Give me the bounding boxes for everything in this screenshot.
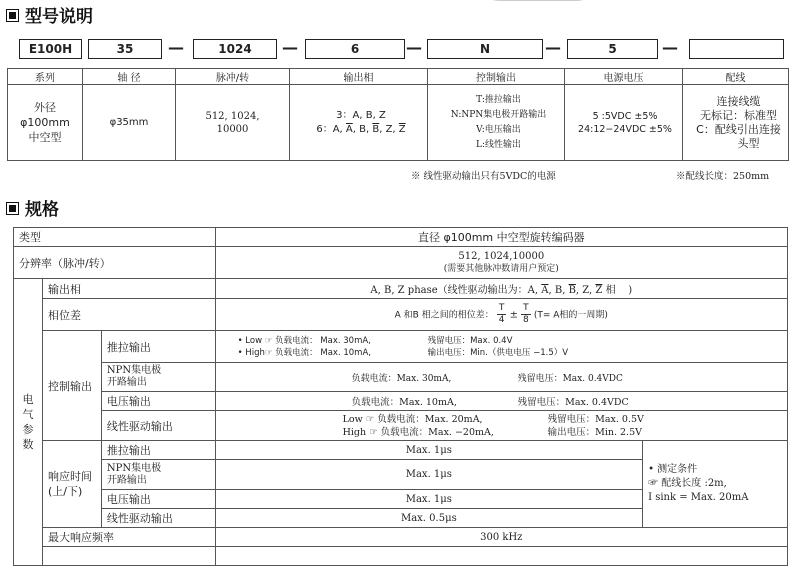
- pulse-line: 10000: [216, 123, 249, 135]
- phase-prefix: 6：A,: [316, 123, 343, 135]
- output-phase-suffix: 相: [605, 285, 616, 296]
- shaft-cell: φ35mm: [83, 85, 176, 161]
- resolution-note: (需要其他脉冲数请用户预定): [443, 263, 559, 274]
- phase-line: 3：A, B, Z: [336, 109, 386, 121]
- pushpull-residual: 残留电压：Max. 0.4V: [427, 335, 513, 346]
- pushpull-value: [215, 331, 787, 363]
- series-cell: [8, 85, 83, 161]
- wiring-line: C：配线引出连接: [696, 122, 781, 136]
- pushpull-low: • Low ☞ 负载电流： Max. 30mA,: [237, 335, 371, 346]
- wiring-line: 头型: [737, 136, 760, 150]
- model-header: 控制输出: [428, 69, 565, 85]
- npn-label-line: 开路输出: [106, 377, 147, 388]
- table-continuation: [215, 547, 787, 566]
- resp-voltage-label: 电压输出: [101, 490, 215, 509]
- pushpull-output: 输出电压：Min.（供电电压 −1.5）V: [427, 347, 569, 358]
- voltage-current: 负载电流：Max. 10mA,: [351, 397, 457, 408]
- section-title-model: [6, 2, 93, 27]
- resp-line-value: Max. 0.5μs: [215, 509, 643, 528]
- resp-npn-label: [101, 460, 215, 490]
- fraction-t8: [521, 303, 531, 326]
- max-freq-value: 300 kHz: [215, 528, 787, 547]
- fraction-num: T: [498, 303, 505, 313]
- note-linear: ※ 线性驱动输出只有5VDC的电源: [411, 171, 556, 182]
- dash-separator: —: [406, 38, 422, 57]
- pulse-line: 512, 1024,: [205, 110, 260, 122]
- voltage-line: 5 :5VDC ±5%: [592, 110, 658, 122]
- line-output: 输出电压：Min. 2.5V: [547, 426, 642, 438]
- code-wiring: [689, 39, 784, 59]
- resp-pushpull-label: 推拉输出: [101, 441, 215, 460]
- code-pulse: 1024: [193, 39, 277, 59]
- npn-value: [215, 363, 787, 392]
- voltage-cell: [565, 85, 683, 161]
- phase-sep: , B,: [352, 123, 370, 135]
- model-table: [7, 68, 789, 161]
- fraction-t4: [497, 303, 507, 326]
- fraction-den: 8: [523, 315, 529, 325]
- phase-diff-suffix: (T= A相的一周期): [533, 310, 608, 321]
- resolution-value: [215, 247, 787, 279]
- resolution-label: 分辨率（脉冲/转）: [14, 247, 216, 279]
- control-line: L:线性输出: [475, 139, 521, 150]
- wiring-line: 无标记：标准型: [700, 108, 777, 122]
- wiring-cell: [683, 85, 789, 161]
- max-freq-label: 最大响应频率: [42, 528, 215, 547]
- series-line: 中空型: [28, 131, 62, 144]
- phase-zbar: $\overline{Z}$: [398, 123, 406, 135]
- resp-line-label: 线性驱动输出: [101, 509, 215, 528]
- phase-diff-value: [215, 299, 787, 331]
- control-line: V:电压输出: [476, 124, 521, 135]
- code-voltage: 5: [567, 39, 658, 59]
- series-line: φ100mm: [20, 116, 70, 129]
- resp-npn-line: 开路输出: [106, 474, 147, 486]
- dash-separator: —: [662, 38, 678, 57]
- section-title-spec: [6, 195, 59, 220]
- electrical-label: [14, 279, 43, 566]
- model-header: 配线: [683, 69, 789, 85]
- phase-sep: , Z,: [379, 123, 396, 135]
- code-series: E100H: [19, 39, 82, 59]
- condition-line: • 测定条件: [648, 464, 698, 475]
- phase-cell: [290, 85, 428, 161]
- model-header: 输出相: [290, 69, 428, 85]
- response-time-label: [42, 441, 101, 528]
- wiring-line: 连接线缆: [716, 94, 761, 108]
- model-header: 电源电压: [565, 69, 683, 85]
- resolution-line: 512, 1024,10000: [458, 250, 545, 262]
- type-value: 直径 φ100mm 中空型旋转编码器: [215, 228, 787, 247]
- phase-diff-prefix: A 和B 相之间的相位差：: [394, 310, 494, 321]
- section-title-text: 型号说明: [25, 7, 93, 27]
- electrical-label-text: 电气参数: [22, 393, 34, 451]
- code-phase: 6: [305, 39, 405, 59]
- condition-line: I sink = Max. 20mA: [648, 492, 749, 503]
- output-phase-value: A, B, Z phase（线性驱动输出为：A, $\overline{A}$, B, $\overline{B}$, Z, $\overline{Z}$ 相 ): [215, 279, 787, 299]
- fraction-den: 4: [498, 315, 505, 325]
- npn-label-line: NPN集电极: [106, 365, 162, 376]
- control-output-label: 控制输出: [42, 331, 101, 441]
- output-phase-label: 输出相: [42, 279, 215, 299]
- line-driver-value: [215, 411, 787, 441]
- voltage-output-label: 电压输出: [101, 392, 215, 411]
- npn-current: 负载电流：Max. 30mA,: [351, 373, 452, 384]
- series-line: 外径: [34, 101, 56, 114]
- line-residual: 残留电压：Max. 0.5V: [547, 413, 644, 425]
- section-title-text: 规格: [25, 200, 59, 220]
- pulse-cell: [176, 85, 290, 161]
- dash-separator: —: [282, 38, 298, 57]
- dash-separator: —: [168, 38, 184, 57]
- code-shaft: 35: [88, 39, 162, 59]
- dash-separator: —: [545, 38, 561, 57]
- line-driver-label: 线性驱动输出: [101, 411, 215, 441]
- model-header: 系列: [8, 69, 83, 85]
- note-wiring: ※配线长度：250mm: [676, 171, 770, 182]
- resp-npn-line: NPN集电极: [106, 462, 162, 474]
- model-header: 轴 径: [83, 69, 176, 85]
- encoder-image-fragment: [478, 0, 598, 1]
- phase-abar: $\overline{A}$: [345, 123, 353, 135]
- line-low: Low ☞ 负载电流：Max. 20mA,: [342, 413, 483, 425]
- table-continuation: [42, 547, 215, 566]
- control-line: T:推拉输出: [476, 94, 521, 105]
- measure-condition: [643, 441, 788, 528]
- code-control: N: [427, 39, 543, 59]
- square-bullet-icon: [6, 202, 19, 215]
- control-cell: [428, 85, 565, 161]
- voltage-output-value: [215, 392, 787, 411]
- spec-table: [13, 227, 788, 566]
- response-time-line: (上/下): [47, 485, 83, 498]
- voltage-line: 24:12−24VDC ±5%: [578, 123, 672, 135]
- condition-line: ☞ 配线长度 :2m,: [648, 478, 727, 489]
- resp-voltage-value: Max. 1μs: [215, 490, 643, 509]
- phase-line: [295, 123, 427, 137]
- npn-label: [101, 363, 215, 392]
- control-line: N:NPN集电极开路输出: [450, 109, 547, 120]
- pushpull-label: 推拉输出: [101, 331, 215, 363]
- phase-diff-label: 相位差: [42, 299, 215, 331]
- resp-npn-value: Max. 1μs: [215, 460, 643, 490]
- voltage-residual: 残留电压：Max. 0.4VDC: [517, 397, 629, 408]
- square-bullet-icon: [6, 9, 19, 22]
- plus-minus: ±: [509, 309, 518, 321]
- fraction-num: T: [523, 303, 529, 313]
- npn-residual: 残留电压：Max. 0.4VDC: [517, 373, 623, 384]
- pushpull-high: • High☞ 负载电流： Max. 10mA,: [237, 347, 371, 358]
- response-time-line: 响应时间: [47, 470, 92, 483]
- type-label: 类型: [14, 228, 216, 247]
- resp-pushpull-value: Max. 1μs: [215, 441, 643, 460]
- output-phase-text: A, B, Z phase（线性驱动输出为：A,: [370, 285, 539, 296]
- line-high: High ☞ 负载电流：Max. −20mA,: [342, 426, 494, 438]
- model-header: 脉冲/转: [176, 69, 290, 85]
- phase-bbar: $\overline{B}$: [372, 123, 380, 135]
